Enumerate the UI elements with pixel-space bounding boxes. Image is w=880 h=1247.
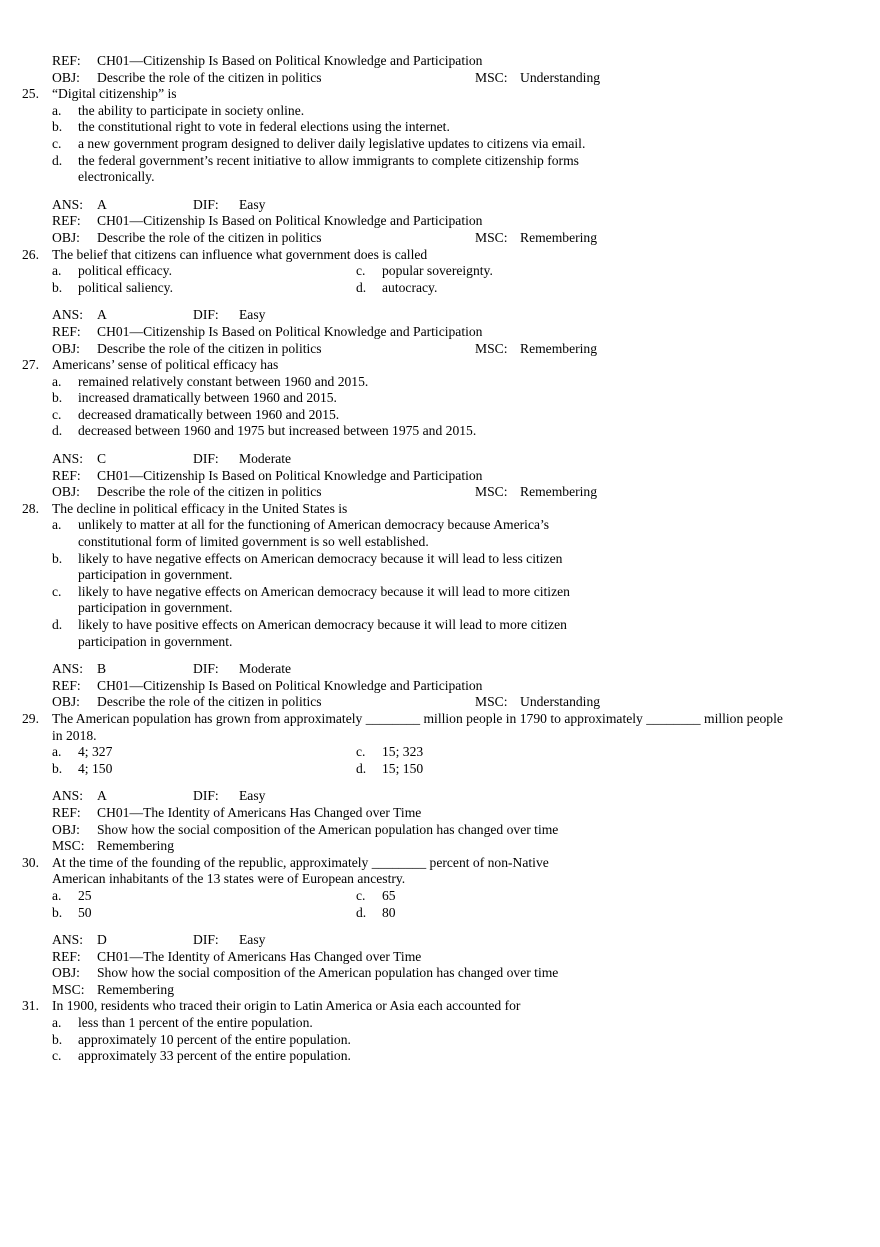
option-text: 4; 150: [78, 760, 113, 776]
obj-label: OBJ:: [52, 484, 80, 500]
ref-label: REF:: [52, 323, 81, 339]
question-stem-line: [0, 711, 880, 728]
msc-text: Remembering: [520, 484, 598, 500]
option-text: autocracy.: [382, 279, 438, 295]
question-stem: The belief that citizens can influence what government does is called: [52, 246, 428, 262]
option-text: participation in government.: [78, 567, 233, 583]
answer-option: [0, 567, 880, 584]
dif-label: DIF:: [193, 661, 219, 677]
answer-line: [0, 197, 880, 214]
option-text: 4; 327: [78, 744, 113, 760]
question-stem: Americans’ sense of political efficacy has: [52, 357, 279, 373]
obj-text: Show how the social composition of the American population has changed over time: [97, 965, 559, 981]
msc-text: Remembering: [97, 981, 175, 997]
obj-text: Show how the social composition of the American population has changed over time: [97, 821, 559, 837]
option-letter: b.: [52, 760, 63, 776]
option-letter: c.: [52, 135, 62, 151]
answer-option: [0, 517, 880, 534]
obj-line: [0, 230, 880, 247]
spacer: [0, 921, 880, 932]
obj-line: [0, 694, 880, 711]
option-text: likely to have positive effects on American democracy because it will lead to more citizen: [78, 617, 567, 632]
answer-option: [0, 551, 880, 568]
question-number: 27.: [22, 357, 39, 373]
ans-value: B: [97, 661, 107, 677]
question-stem: American inhabitants of the 13 states were of European ancestry.: [52, 871, 406, 887]
ref-line: [0, 949, 880, 966]
question-number: 29.: [22, 710, 39, 726]
option-letter: a.: [52, 1015, 62, 1031]
question-stem-line: [0, 998, 880, 1015]
option-letter: c.: [356, 744, 366, 760]
question-stem: in 2018.: [52, 727, 97, 743]
answer-option-row: [0, 888, 880, 905]
option-text: approximately 33 percent of the entire population.: [78, 1048, 351, 1064]
ref-text: CH01—Citizenship Is Based on Political Knowledge and Participation: [97, 323, 483, 339]
answer-option-row: [0, 744, 880, 761]
option-text: 15; 323: [382, 744, 424, 760]
option-letter: a.: [52, 102, 62, 118]
msc-text: Understanding: [520, 694, 601, 710]
option-text: increased dramatically between 1960 and 2015.: [78, 390, 337, 406]
ref-label: REF:: [52, 948, 81, 964]
option-letter: d.: [52, 152, 63, 168]
dif-label: DIF:: [193, 788, 219, 804]
ref-label: REF:: [52, 804, 81, 820]
question-number: 30.: [22, 854, 39, 870]
option-text: the constitutional right to vote in federal elections using the internet.: [78, 119, 450, 135]
spacer: [0, 440, 880, 451]
dif-value: Moderate: [239, 451, 292, 467]
question-number: 26.: [22, 246, 39, 262]
question-block: [0, 998, 880, 1064]
answer-line: [0, 451, 880, 468]
ans-value: D: [97, 932, 107, 948]
option-text: the ability to participate in society online.: [78, 102, 305, 118]
answer-option: [0, 119, 880, 136]
question-stem: At the time of the founding of the republic, approximately ________ percent of non-Native: [52, 854, 549, 870]
question-stem-line: [0, 247, 880, 264]
msc-line: [0, 982, 880, 999]
msc-text: Remembering: [97, 838, 175, 854]
dif-value: Moderate: [239, 661, 292, 677]
question-stem: The American population has grown from approximately ________ million people in 1790 to approximately ________ million people: [52, 710, 783, 726]
ans-label: ANS:: [52, 451, 83, 467]
option-letter: b.: [52, 904, 63, 920]
question-stem: “Digital citizenship” is: [52, 86, 177, 102]
obj-text: Describe the role of the citizen in politics: [97, 694, 322, 710]
ref-text: CH01—Citizenship Is Based on Political Knowledge and Participation: [97, 213, 483, 229]
option-letter: d.: [356, 904, 367, 920]
answer-option-row: [0, 761, 880, 778]
ref-line: [0, 53, 880, 70]
dif-value: Easy: [239, 196, 266, 212]
option-letter: d.: [52, 423, 63, 439]
msc-label: MSC:: [475, 229, 508, 245]
ans-label: ANS:: [52, 307, 83, 323]
obj-label: OBJ:: [52, 694, 80, 710]
obj-line: [0, 822, 880, 839]
question-stem-line: [0, 86, 880, 103]
obj-text: Describe the role of the citizen in politics: [97, 484, 322, 500]
question-block: [0, 247, 880, 358]
option-letter: b.: [52, 1031, 63, 1047]
spacer: [0, 186, 880, 197]
option-text: remained relatively constant between 1960 and 2015.: [78, 373, 369, 389]
spacer: [0, 296, 880, 307]
option-text: unlikely to matter at all for the functioning of American democracy because America’s: [78, 517, 550, 533]
answer-option: [0, 584, 880, 601]
option-letter: a.: [52, 744, 62, 760]
option-text: participation in government.: [78, 633, 233, 649]
dif-value: Easy: [239, 788, 266, 804]
ans-label: ANS:: [52, 932, 83, 948]
ref-line: [0, 213, 880, 230]
option-text: 15; 150: [382, 760, 424, 776]
obj-label: OBJ:: [52, 821, 80, 837]
question-block: [0, 855, 880, 999]
ref-line: [0, 324, 880, 341]
obj-label: OBJ:: [52, 340, 80, 356]
question-stem-line: [0, 871, 880, 888]
msc-label: MSC:: [52, 981, 85, 997]
question-stem: In 1900, residents who traced their origin to Latin America or Asia each accounted for: [52, 998, 521, 1014]
obj-label: OBJ:: [52, 965, 80, 981]
option-letter: b.: [52, 550, 63, 566]
question-stem-line: [0, 501, 880, 518]
answer-option: [0, 390, 880, 407]
ref-line: [0, 805, 880, 822]
obj-line: [0, 484, 880, 501]
option-text: 25: [78, 887, 92, 903]
answer-option: [0, 169, 880, 186]
ans-label: ANS:: [52, 196, 83, 212]
obj-text: Describe the role of the citizen in politics: [97, 229, 322, 245]
question-number: 31.: [22, 998, 39, 1014]
dif-label: DIF:: [193, 307, 219, 323]
answer-option-row: [0, 280, 880, 297]
option-letter: c.: [52, 406, 62, 422]
dif-label: DIF:: [193, 932, 219, 948]
msc-label: MSC:: [475, 694, 508, 710]
option-text: political saliency.: [78, 279, 173, 295]
answer-option: [0, 103, 880, 120]
option-letter: b.: [52, 279, 63, 295]
ref-text: CH01—Citizenship Is Based on Political Knowledge and Participation: [97, 467, 483, 483]
option-text: decreased between 1960 and 1975 but increased between 1975 and 2015.: [78, 423, 477, 439]
answer-line: [0, 307, 880, 324]
option-letter: c.: [52, 583, 62, 599]
option-text: likely to have negative effects on American democracy because it will lead to more citizen: [78, 583, 570, 599]
option-text: a new government program designed to deliver daily legislative updates to citizens via email.: [78, 135, 586, 151]
option-letter: a.: [52, 373, 62, 389]
option-text: constitutional form of limited government is so well established.: [78, 534, 429, 550]
ref-label: REF:: [52, 213, 81, 229]
dif-label: DIF:: [193, 451, 219, 467]
option-text: approximately 10 percent of the entire population.: [78, 1031, 351, 1047]
question-block: [0, 86, 880, 246]
option-letter: d.: [356, 279, 367, 295]
ref-line: [0, 468, 880, 485]
answer-line: [0, 932, 880, 949]
question-block: [0, 711, 880, 855]
obj-text: Describe the role of the citizen in politics: [97, 340, 322, 356]
answer-option: [0, 374, 880, 391]
option-letter: c.: [52, 1048, 62, 1064]
ref-label: REF:: [52, 677, 81, 693]
ans-value: A: [97, 307, 107, 323]
option-text: popular sovereignty.: [382, 263, 493, 279]
answer-option: [0, 153, 880, 170]
answer-line: [0, 661, 880, 678]
msc-label: MSC:: [475, 69, 508, 85]
question-number: 25.: [22, 86, 39, 102]
option-text: electronically.: [78, 169, 155, 185]
answer-option: [0, 136, 880, 153]
option-letter: a.: [52, 517, 62, 533]
ans-label: ANS:: [52, 661, 83, 677]
msc-label: MSC:: [475, 340, 508, 356]
msc-text: Understanding: [520, 69, 601, 85]
question-block: [0, 501, 880, 711]
option-letter: c.: [356, 263, 366, 279]
obj-label: OBJ:: [52, 69, 80, 85]
msc-label: MSC:: [475, 484, 508, 500]
dif-value: Easy: [239, 307, 266, 323]
option-letter: b.: [52, 119, 63, 135]
answer-option: [0, 1048, 880, 1065]
question-stem: The decline in political efficacy in the United States is: [52, 500, 348, 516]
obj-line: [0, 70, 880, 87]
spacer: [0, 777, 880, 788]
answer-option-row: [0, 905, 880, 922]
obj-text: Describe the role of the citizen in politics: [97, 69, 322, 85]
question-list: [0, 86, 880, 1065]
answer-option-row: [0, 263, 880, 280]
option-text: likely to have negative effects on American democracy because it will lead to less citizen: [78, 550, 563, 566]
question-stem-line: [0, 728, 880, 745]
spacer: [0, 650, 880, 661]
ans-label: ANS:: [52, 788, 83, 804]
option-text: less than 1 percent of the entire population.: [78, 1015, 313, 1031]
option-text: 50: [78, 904, 92, 920]
question-stem-line: [0, 357, 880, 374]
answer-option: [0, 617, 880, 634]
answer-option: [0, 1032, 880, 1049]
ref-text: CH01—The Identity of Americans Has Changed over Time: [97, 804, 422, 820]
ref-label: REF:: [52, 467, 81, 483]
question-number: 28.: [22, 500, 39, 516]
answer-option: [0, 407, 880, 424]
option-text: the federal government’s recent initiative to allow immigrants to complete citizenship forms: [78, 152, 579, 168]
option-text: political efficacy.: [78, 263, 172, 279]
question-stem-line: [0, 855, 880, 872]
dif-label: DIF:: [193, 196, 219, 212]
option-letter: a.: [52, 887, 62, 903]
option-text: participation in government.: [78, 600, 233, 616]
answer-option: [0, 534, 880, 551]
ans-value: A: [97, 196, 107, 212]
ref-text: CH01—The Identity of Americans Has Changed over Time: [97, 948, 422, 964]
msc-text: Remembering: [520, 229, 598, 245]
option-letter: c.: [356, 887, 366, 903]
answer-option: [0, 423, 880, 440]
option-text: 80: [382, 904, 396, 920]
obj-line: [0, 965, 880, 982]
ref-line: [0, 678, 880, 695]
ref-label: REF:: [52, 53, 81, 68]
answer-option: [0, 634, 880, 651]
option-letter: d.: [356, 760, 367, 776]
ans-value: C: [97, 451, 107, 467]
answer-option: [0, 1015, 880, 1032]
ref-text: CH01—Citizenship Is Based on Political Knowledge and Participation: [97, 53, 483, 68]
option-letter: d.: [52, 617, 63, 632]
test-bank-page: [0, 53, 880, 1065]
obj-label: OBJ:: [52, 229, 80, 245]
ans-value: A: [97, 788, 107, 804]
answer-line: [0, 788, 880, 805]
msc-label: MSC:: [52, 838, 85, 854]
ref-text: CH01—Citizenship Is Based on Political Knowledge and Participation: [97, 677, 483, 693]
msc-text: Remembering: [520, 340, 598, 356]
msc-line: [0, 838, 880, 855]
option-letter: a.: [52, 263, 62, 279]
option-letter: b.: [52, 390, 63, 406]
option-text: 65: [382, 887, 396, 903]
answer-option: [0, 600, 880, 617]
dif-value: Easy: [239, 932, 266, 948]
question-block: [0, 357, 880, 501]
obj-line: [0, 341, 880, 358]
option-text: decreased dramatically between 1960 and 2015.: [78, 406, 340, 422]
